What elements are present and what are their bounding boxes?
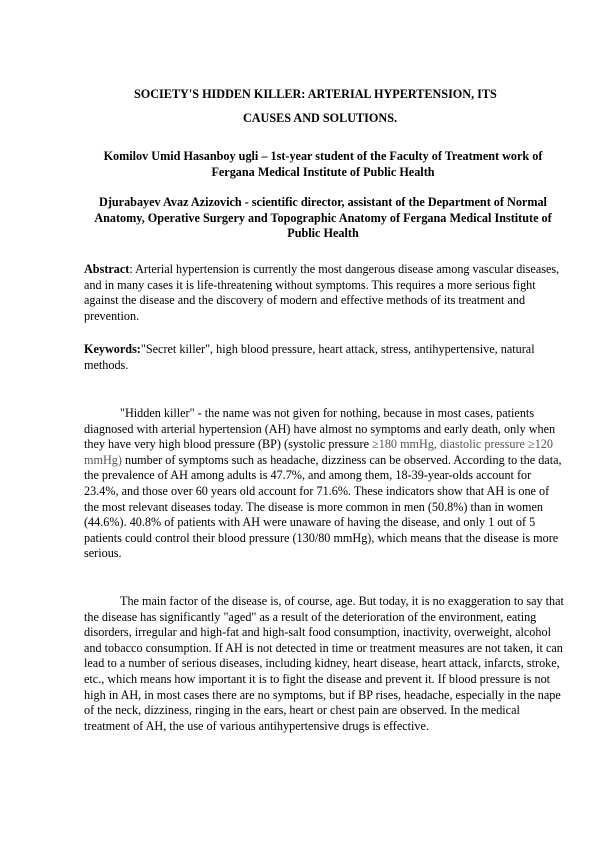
author-1: Komilov Umid Hasanboy ugli – 1st-year student of the Faculty of Treatment work of Fergana Medical Institute of Public Health [103, 149, 543, 179]
body-paragraph-1 [84, 406, 564, 562]
author-2: Djurabayev Avaz Azizovich - scientific director, assistant of the Department of Normal Anatomy, Operative Surgery and Topographic Anatomy of Fergana Medical Institute of Public Health [94, 195, 552, 241]
title-line-1: SOCIETY'S HIDDEN KILLER: ARTERIAL HYPERTENSION, ITS [134, 87, 497, 101]
keywords-text: "Secret killer", high blood pressure, heart attack, stress, antihypertensive, natural methods. [84, 342, 535, 372]
title-line-2: CAUSES AND SOLUTIONS. [242, 111, 398, 125]
keywords [84, 342, 564, 373]
paper-title [84, 82, 596, 130]
body-p1-pressure-values: ≥180 mmHg, diastolic pressure ≥120 mmHg) [84, 437, 553, 467]
body-p1-part-a: "Hidden killer" - the name was not given for nothing, because in most cases, patients diagnosed with arterial hypertension (AH) have almost no symptoms and early death, only when they have very high blood pressure (BP) (systolic pressure [84, 406, 556, 452]
body-paragraph-2: The main factor of the disease is, of course, age. But today, it is no exaggeration to say that the disease has significantly "aged" as a result of the deterioration of the environment, eating disorders, irregular and high-fat and high-salt food consumption, inactivity, overweight, alcohol and tobacco consumption. If AH is not detected in time or treatment measures are not taken, it can lead to a number of serious diseases, including kidney, heart disease, heart attack, infarcts, stroke, etc., which means how important it is to fight the disease and prevent it. If blood pressure is not high in AH, in most cases there are no symptoms, but if BP rises, headache, especially in the nape of the neck, dizziness, ringing in the ears, heart or chest pain are observed. In the medical treatment of AH, the use of various antihypertensive drugs is effective. [84, 594, 564, 733]
abstract-text: : Arterial hypertension is currently the most dangerous disease among vascular diseases, and in many cases it is life-threatening without symptoms. This requires a more serious fight against the disease and the discovery of modern and effective methods of its treatment and prevention. [84, 262, 560, 323]
body-p1-part-b: number of symptoms such as headache, dizziness can be observed. According to the data, the prevalence of AH among adults is 47.7%, and among them, 18-39-year-olds account for 23.4%, and those over 60 years old account for 71.6%. These indicators show that AH is one of the most relevant diseases today. The disease is more common in men (50.8%) than in women (44.6%). 40.8% of patients with AH were unaware of having the disease, and only 1 out of 5 patients could control their blood pressure (130/80 mmHg), which means that the disease is more serious. [84, 452, 562, 561]
abstract-label: Abstract [84, 262, 130, 276]
keywords-label: Keywords: [84, 342, 141, 356]
abstract [84, 262, 564, 324]
